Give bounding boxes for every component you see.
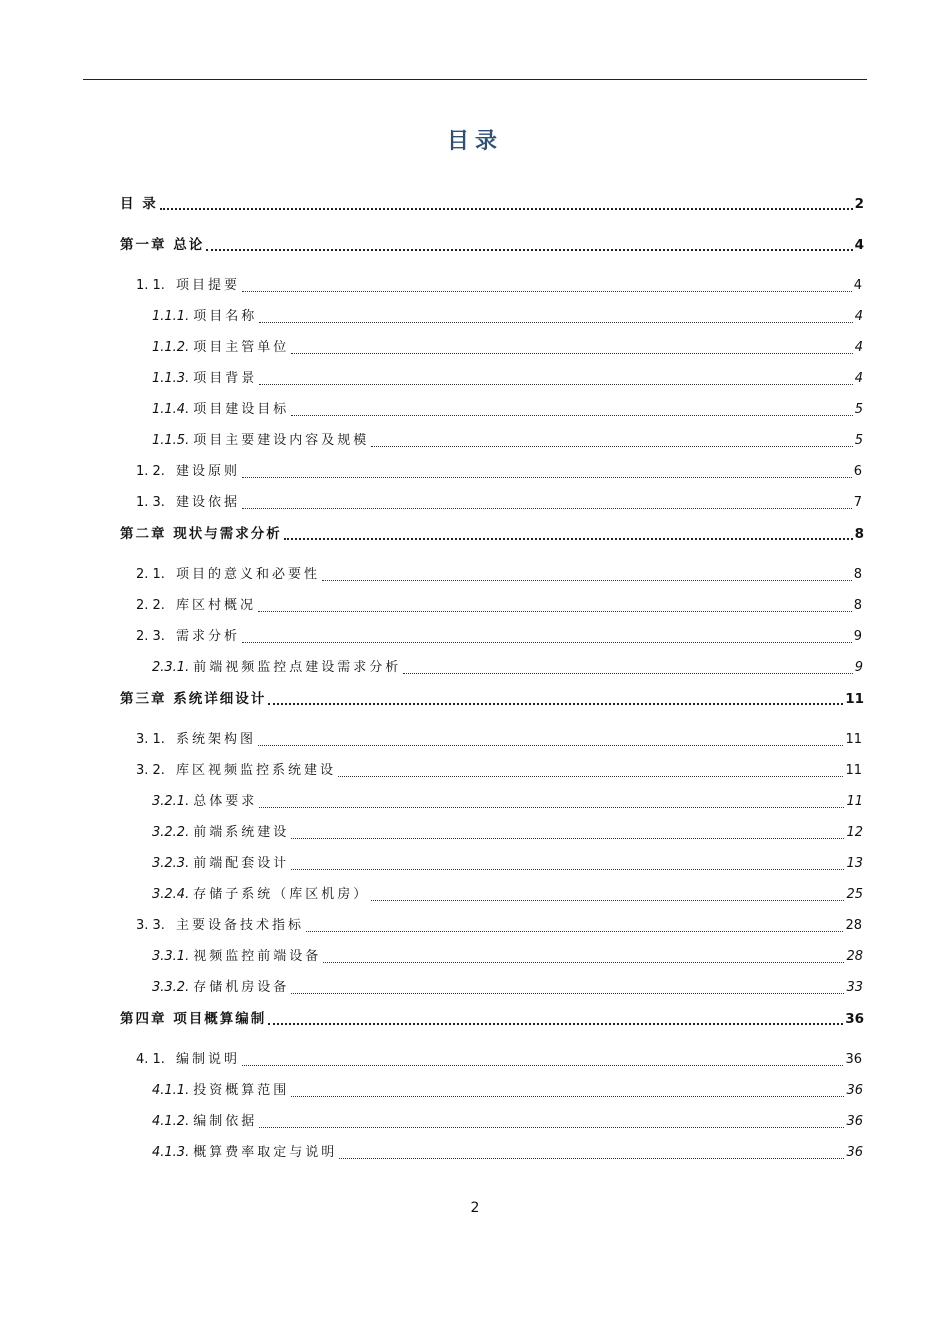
toc-entry-number: 4. 1. — [136, 1052, 165, 1067]
toc-dot-leader — [291, 838, 844, 839]
toc-entry-label: 需求分析 — [176, 629, 241, 644]
toc-dot-leader — [284, 538, 853, 540]
toc-dot-leader — [322, 580, 852, 581]
toc-entry-page: 8 — [853, 598, 862, 613]
toc-entry-page: 36 — [846, 1114, 863, 1129]
toc-section-entry[interactable] — [136, 1049, 862, 1071]
toc-entry-page: 36 — [845, 1011, 864, 1027]
toc-dot-leader — [259, 384, 852, 385]
toc-entry-label: 第四章 项目概算编制 — [120, 1011, 267, 1027]
toc-entry-page: 36 — [845, 1052, 862, 1067]
toc-subsection-entry[interactable] — [152, 822, 863, 844]
toc-dot-leader — [306, 931, 843, 932]
toc-entry-number: 3. 3. — [136, 918, 165, 933]
toc-dot-leader — [291, 415, 852, 416]
toc-entry-label: 存储机房设备 — [193, 980, 290, 995]
toc-entry-number: 1. 1. — [136, 278, 165, 293]
toc-section-entry[interactable] — [136, 595, 862, 617]
toc-entry-page: 5 — [854, 402, 863, 417]
toc-dot-leader — [242, 642, 852, 643]
toc-chapter-entry[interactable] — [120, 688, 864, 710]
toc-entry-label: 项目提要 — [176, 278, 241, 293]
toc-entry-number: 3.2.2. — [152, 825, 190, 840]
toc-dot-leader — [338, 776, 843, 777]
toc-entry-number: 1.1.4. — [152, 402, 190, 417]
toc-dot-leader — [206, 249, 852, 251]
toc-subsection-entry[interactable] — [152, 657, 863, 679]
toc-entry-number: 2. 2. — [136, 598, 165, 613]
toc-entry-number: 2. 3. — [136, 629, 165, 644]
toc-entry-label: 第三章 系统详细设计 — [120, 691, 267, 707]
toc-entry-page: 12 — [846, 825, 863, 840]
toc-entry-label: 总体要求 — [193, 794, 258, 809]
toc-chapter-entry[interactable] — [120, 193, 864, 215]
toc-entry-label: 系统架构图 — [176, 732, 257, 747]
toc-subsection-entry[interactable] — [152, 977, 863, 999]
toc-subsection-entry[interactable] — [152, 791, 863, 813]
toc-entry-page: 11 — [845, 732, 862, 747]
toc-entry-page: 11 — [845, 763, 862, 778]
toc-entry-number: 3.2.1. — [152, 794, 190, 809]
toc-title: 目录 — [446, 129, 503, 154]
toc-subsection-entry[interactable] — [152, 399, 863, 421]
toc-entry-label: 编制说明 — [176, 1052, 241, 1067]
toc-dot-leader — [291, 869, 844, 870]
toc-entry-label: 第一章 总论 — [120, 237, 205, 253]
toc-section-entry[interactable] — [136, 275, 862, 297]
toc-entry-page: 28 — [846, 949, 863, 964]
toc-entry-page: 9 — [854, 660, 863, 675]
toc-dot-leader — [268, 703, 843, 705]
page-number: 2 — [470, 1200, 480, 1216]
toc-entry-number: 1.1.2. — [152, 340, 190, 355]
toc-chapter-entry[interactable] — [120, 523, 864, 545]
toc-subsection-entry[interactable] — [152, 946, 863, 968]
toc-entry-label: 建设依据 — [176, 495, 241, 510]
toc-dot-leader — [259, 322, 852, 323]
toc-entry-page: 8 — [854, 526, 864, 542]
toc-entry-label: 库区视频监控系统建设 — [176, 763, 337, 778]
toc-section-entry[interactable] — [136, 461, 862, 483]
toc-entry-number: 2.3.1. — [152, 660, 190, 675]
toc-subsection-entry[interactable] — [152, 1142, 863, 1164]
toc-subsection-entry[interactable] — [152, 368, 863, 390]
toc-dot-leader — [291, 353, 852, 354]
toc-entry-number: 1. 2. — [136, 464, 165, 479]
toc-dot-leader — [259, 807, 844, 808]
toc-entry-page: 4 — [854, 309, 863, 324]
toc-dot-leader — [160, 208, 853, 210]
toc-entry-number: 1. 3. — [136, 495, 165, 510]
toc-entry-label: 存储子系统（库区机房） — [193, 887, 370, 902]
toc-section-entry[interactable] — [136, 626, 862, 648]
toc-entry-page: 9 — [853, 629, 862, 644]
toc-entry-page: 4 — [854, 371, 863, 386]
toc-entry-label: 项目主要建设内容及规模 — [193, 433, 370, 448]
toc-entry-label: 项目主管单位 — [193, 340, 290, 355]
toc-entry-label: 项目的意义和必要性 — [176, 567, 321, 582]
toc-entry-label: 主要设备技术指标 — [176, 918, 305, 933]
toc-entry-label: 前端配套设计 — [193, 856, 290, 871]
toc-section-entry[interactable] — [136, 729, 862, 751]
toc-entry-number: 3.3.1. — [152, 949, 190, 964]
toc-entry-number: 1.1.3. — [152, 371, 190, 386]
toc-entry-page: 6 — [853, 464, 862, 479]
toc-dot-leader — [371, 900, 844, 901]
header-rule — [83, 79, 867, 80]
toc-entry-page: 25 — [846, 887, 863, 902]
toc-entry-page: 28 — [845, 918, 862, 933]
toc-chapter-entry[interactable] — [120, 234, 864, 256]
toc-entry-page: 4 — [854, 237, 864, 253]
toc-subsection-entry[interactable] — [152, 1111, 863, 1133]
toc-entry-number: 3. 1. — [136, 732, 165, 747]
toc-entry-label: 第二章 现状与需求分析 — [120, 526, 282, 542]
toc-dot-leader — [242, 291, 852, 292]
toc-subsection-entry[interactable] — [152, 884, 863, 906]
toc-section-entry[interactable] — [136, 915, 862, 937]
toc-subsection-entry[interactable] — [152, 306, 863, 328]
toc-dot-leader — [242, 1065, 843, 1066]
toc-entry-label: 前端系统建设 — [193, 825, 290, 840]
toc-dot-leader — [371, 446, 852, 447]
toc-dot-leader — [268, 1023, 843, 1025]
toc-entry-number: 3.3.2. — [152, 980, 190, 995]
toc-dot-leader — [291, 993, 844, 994]
toc-entry-label: 目 录 — [120, 196, 158, 212]
toc-entry-number: 4.1.2. — [152, 1114, 190, 1129]
toc-dot-leader — [291, 1096, 844, 1097]
toc-dot-leader — [339, 1158, 844, 1159]
toc-entry-label: 投资概算范围 — [193, 1083, 290, 1098]
toc-entry-number: 3.2.3. — [152, 856, 190, 871]
toc-entry-label: 库区村概况 — [176, 598, 257, 613]
toc-subsection-entry[interactable] — [152, 853, 863, 875]
toc-dot-leader — [242, 508, 852, 509]
toc-dot-leader — [403, 673, 852, 674]
toc-section-entry[interactable] — [136, 492, 862, 514]
toc-entry-page: 11 — [845, 691, 864, 707]
toc-entry-page: 4 — [853, 278, 862, 293]
toc-entry-number: 3. 2. — [136, 763, 165, 778]
toc-entry-page: 36 — [846, 1145, 863, 1160]
toc-entry-page: 8 — [853, 567, 862, 582]
toc-dot-leader — [323, 962, 844, 963]
toc-subsection-entry[interactable] — [152, 337, 863, 359]
toc-chapter-entry[interactable] — [120, 1008, 864, 1030]
toc-entry-page: 36 — [846, 1083, 863, 1098]
toc-entry-page: 11 — [846, 794, 863, 809]
toc-subsection-entry[interactable] — [152, 1080, 863, 1102]
toc-section-entry[interactable] — [136, 760, 862, 782]
toc-entry-label: 项目名称 — [193, 309, 258, 324]
toc-entry-page: 33 — [846, 980, 863, 995]
toc-entry-number: 4.1.1. — [152, 1083, 190, 1098]
toc-dot-leader — [258, 611, 852, 612]
toc-entry-label: 项目建设目标 — [193, 402, 290, 417]
toc-entry-label: 视频监控前端设备 — [193, 949, 322, 964]
toc-entry-page: 13 — [846, 856, 863, 871]
toc-subsection-entry[interactable] — [152, 430, 863, 452]
toc-entry-page: 5 — [854, 433, 863, 448]
toc-entry-number: 3.2.4. — [152, 887, 190, 902]
toc-entry-label: 概算费率取定与说明 — [193, 1145, 338, 1160]
toc-entry-number: 2. 1. — [136, 567, 165, 582]
toc-entry-page: 7 — [853, 495, 862, 510]
toc-dot-leader — [242, 477, 852, 478]
toc-entry-label: 项目背景 — [193, 371, 258, 386]
toc-dot-leader — [258, 745, 843, 746]
toc-section-entry[interactable] — [136, 564, 862, 586]
toc-entry-number: 4.1.3. — [152, 1145, 190, 1160]
toc-entry-label: 建设原则 — [176, 464, 241, 479]
toc-entry-number: 1.1.5. — [152, 433, 190, 448]
toc-entry-number: 1.1.1. — [152, 309, 190, 324]
toc-entry-page: 2 — [854, 196, 864, 212]
toc-entry-label: 前端视频监控点建设需求分析 — [193, 660, 402, 675]
toc-entry-page: 4 — [854, 340, 863, 355]
toc-entry-label: 编制依据 — [193, 1114, 258, 1129]
toc-dot-leader — [259, 1127, 844, 1128]
